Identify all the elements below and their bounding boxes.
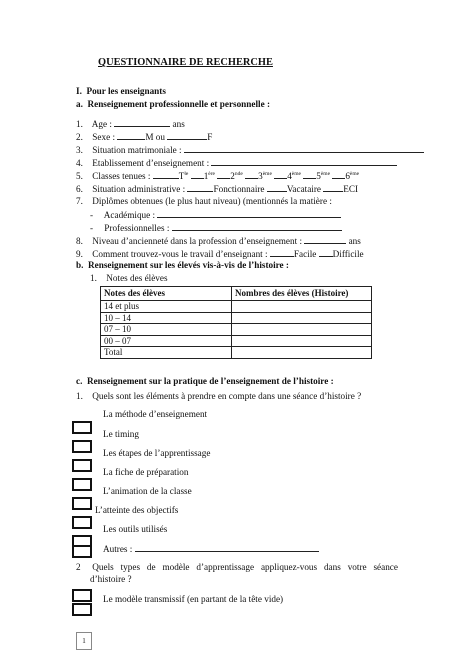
diplome-academique	[90, 209, 341, 221]
grade-sup: nde	[234, 171, 243, 177]
sexe-m-field[interactable]	[117, 131, 145, 140]
section-heading-c: c. Renseignement sur la pratique de l’enseignement de l’histoire :	[76, 376, 334, 386]
page-title: QUESTIONNAIRE DE RECHERCHE	[98, 57, 273, 68]
academique-field[interactable]	[157, 209, 341, 218]
classe-field[interactable]	[217, 170, 230, 179]
table-input-cell[interactable]	[232, 312, 372, 324]
classes-label: Classes tenues :	[92, 171, 151, 181]
item-number: 2	[76, 562, 81, 572]
table-row	[101, 301, 372, 313]
etablissement-label: Etablissement d’enseignement :	[92, 158, 210, 168]
situation-field[interactable]	[184, 144, 424, 153]
facile-field[interactable]	[270, 248, 294, 257]
question-anciennete	[76, 235, 361, 247]
item-number: 1.	[90, 273, 97, 283]
checklist-label: Les outils utilisés	[103, 524, 168, 534]
etablissement-field[interactable]	[211, 157, 397, 166]
autres-field[interactable]	[135, 543, 319, 552]
travail-label: Comment trouvez-vous le travail d’enseignant :	[92, 249, 268, 259]
bullet-dash: -	[90, 223, 94, 233]
age-label: Age :	[91, 119, 112, 129]
grade-label: 3	[258, 171, 263, 181]
question-1-text: Quels sont les éléments à prendre en compte dans une séance d’histoire ?	[92, 391, 362, 401]
item-number: 2.	[76, 132, 83, 142]
professionnelles-field[interactable]	[172, 222, 342, 231]
checkbox[interactable]	[72, 478, 92, 491]
table-cell: 14 et plus	[101, 301, 232, 313]
question-classes	[76, 170, 359, 182]
diplome-professionnelles	[90, 222, 342, 234]
age-field[interactable]	[114, 118, 170, 127]
notes-item	[90, 273, 168, 284]
checklist-label: L’animation de la classe	[103, 486, 192, 496]
question-sexe	[76, 131, 212, 143]
question-1	[76, 391, 361, 402]
difficile-label: Difficile	[332, 249, 364, 259]
grade-sup: ème	[291, 171, 301, 177]
checklist-other	[103, 543, 319, 555]
difficile-field[interactable]	[319, 248, 333, 257]
checklist-label: Le timing	[103, 429, 139, 439]
table-row	[101, 312, 372, 324]
grade-label: T	[178, 171, 185, 181]
classe-field[interactable]	[274, 170, 287, 179]
grade-sup: ème	[349, 171, 360, 177]
fonctionnaire-label: Fonctionnaire	[213, 184, 265, 194]
item-number: 1.	[76, 391, 83, 401]
section-heading-b: b. Renseignement sur les élevés vis-à-vis de l’histoire :	[76, 260, 289, 270]
grade-label: 6	[345, 171, 350, 181]
checklist-label: L’atteinte des objectifs	[95, 505, 179, 515]
question-travail	[76, 248, 364, 260]
page-number: 1	[76, 632, 92, 650]
table-input-cell[interactable]	[232, 324, 372, 336]
facile-label: Facile	[293, 249, 317, 259]
table-input-cell[interactable]	[232, 335, 372, 347]
question-2	[76, 562, 398, 573]
administrative-label: Situation administrative :	[92, 184, 186, 194]
sexe-m-label: M ou	[145, 132, 165, 142]
table-header-cell: Notes des élèves	[101, 287, 232, 301]
checkbox[interactable]	[72, 589, 92, 602]
professionnelles-label: Professionnelles :	[104, 223, 170, 233]
item-number: 3.	[76, 145, 83, 155]
grade-label: 2	[230, 171, 235, 181]
table-header-row	[101, 287, 372, 301]
grade-sup: ème	[320, 171, 331, 177]
vacataire-field[interactable]	[267, 183, 287, 192]
checklist-label: Les étapes de l’apprentissage	[103, 448, 211, 458]
item-number: 9.	[76, 249, 83, 259]
sexe-f-field[interactable]	[167, 131, 207, 140]
academique-label: Académique :	[103, 210, 156, 220]
classe-field[interactable]	[303, 170, 316, 179]
bullet-dash: -	[90, 210, 94, 220]
checkbox[interactable]	[72, 459, 92, 472]
sexe-label: Sexe :	[92, 132, 116, 142]
grade-label: 1	[203, 171, 209, 181]
section-heading-i: I. Pour les enseignants	[76, 86, 166, 96]
diplomes-label: Diplômes obtenues (le plus haut niveau) (mentionnés la matière :	[92, 196, 332, 206]
classe-field[interactable]	[332, 170, 345, 179]
table-input-cell[interactable]	[232, 301, 372, 313]
table-cell: 07 – 10	[101, 324, 232, 336]
table-header-cell: Nombres des élèves (Histoire)	[232, 287, 372, 301]
classe-field[interactable]	[153, 170, 179, 179]
table-input-cell[interactable]	[232, 347, 372, 359]
checkbox[interactable]	[72, 440, 92, 453]
anciennete-field[interactable]	[304, 235, 346, 244]
checkbox[interactable]	[72, 545, 92, 558]
age-unit: ans	[170, 119, 185, 129]
grade-sup: ème	[262, 171, 272, 177]
eci-field[interactable]	[323, 183, 343, 192]
question-2-continuation: d’histoire ?	[90, 574, 132, 584]
question-diplomes	[76, 196, 332, 207]
question-etablissement	[76, 157, 397, 169]
notes-table	[100, 286, 372, 359]
checklist-label: Autres :	[103, 544, 133, 554]
question-age	[76, 118, 185, 130]
item-number: 5.	[76, 171, 83, 181]
section-heading-a: a. Renseignement professionnelle et personnelle :	[76, 99, 271, 109]
table-cell: Total	[101, 347, 232, 359]
question-situation	[76, 144, 424, 156]
checklist-label: Le modèle transmissif (en partant de la tête vide)	[103, 594, 284, 604]
item-number: 1.	[76, 119, 83, 129]
fonctionnaire-field[interactable]	[187, 183, 213, 192]
item-number: 4.	[76, 158, 83, 168]
checkbox[interactable]	[72, 516, 92, 529]
anciennete-unit: ans	[348, 236, 361, 246]
table-cell: 10 – 14	[101, 312, 232, 324]
eci-label: ECI	[343, 184, 359, 194]
table-cell: 00 – 07	[101, 335, 232, 347]
checklist-label: La méthode d’enseignement	[103, 409, 208, 419]
table-row	[101, 347, 372, 359]
vacataire-label: Vacataire	[286, 184, 321, 194]
classe-field[interactable]	[245, 170, 258, 179]
checklist-label: La fiche de préparation	[103, 467, 189, 477]
checkbox[interactable]	[72, 603, 92, 616]
situation-label: Situation matrimoniale :	[92, 145, 182, 155]
checkbox[interactable]	[72, 497, 92, 510]
item-number: 7.	[76, 196, 83, 206]
grade-sup: ère	[208, 171, 215, 177]
table-row	[101, 335, 372, 347]
item-number: 6.	[76, 184, 83, 194]
item-number: 8.	[76, 236, 83, 246]
table-row	[101, 324, 372, 336]
grade-sup: le	[184, 171, 189, 177]
question-2-text: Quels types de modèle d’apprentissage appliquez-vous dans votre séance	[92, 562, 398, 572]
notes-label: Notes des élèves	[106, 273, 168, 283]
grade-label: 5	[316, 171, 321, 181]
checkbox[interactable]	[72, 421, 92, 434]
classe-field[interactable]	[191, 170, 204, 179]
anciennete-label: Niveau d’ancienneté dans la profession d’enseignement :	[92, 236, 303, 246]
question-administrative	[76, 183, 358, 195]
sexe-f-label: F	[207, 132, 213, 142]
grade-label: 4	[287, 171, 292, 181]
